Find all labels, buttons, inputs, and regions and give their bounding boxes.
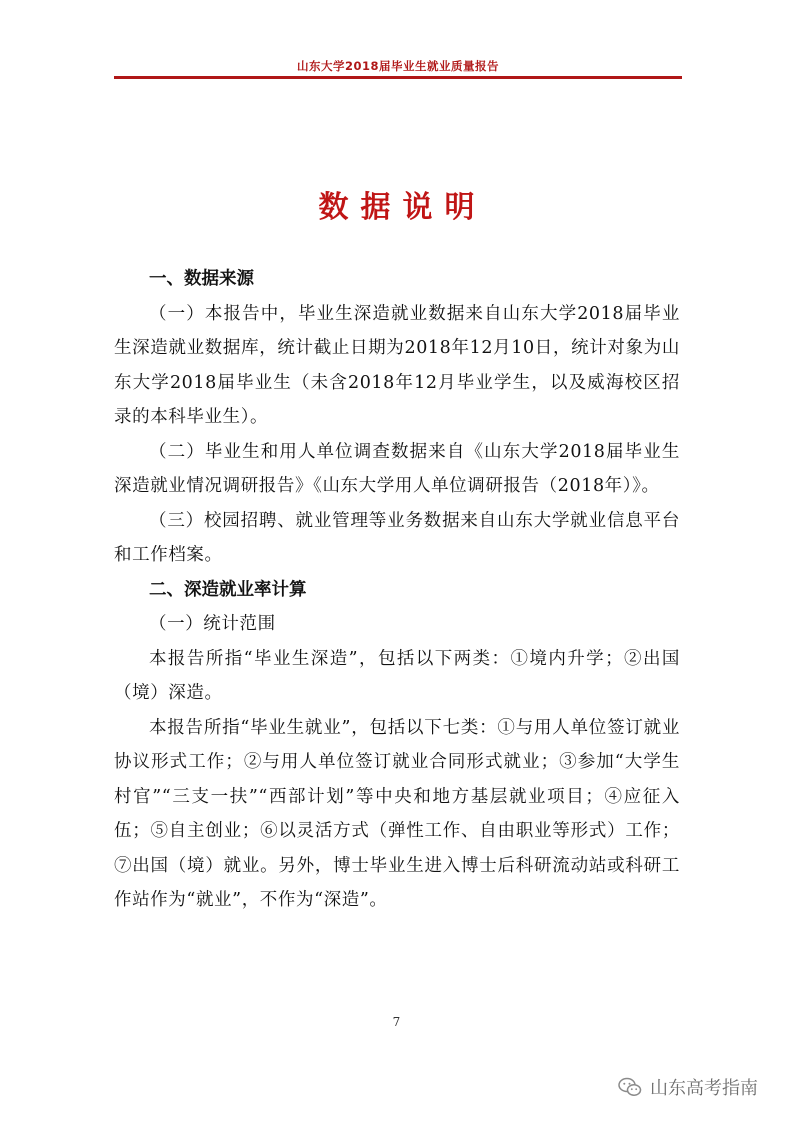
paragraph: （一）本报告中，毕业生深造就业数据来自山东大学2018届毕业生深造就业数据库，统计截止日期为2018年12月10日，统计对象为山东大学2018届毕业生（未含2018年12月毕业学生，以及威海校区招录的本科毕业生）。 [114,303,680,427]
header-rule [114,76,682,79]
paragraph: 本报告所指“毕业生就业”，包括以下七类：①与用人单位签订就业协议形式工作；②与用人单位签订就业合同形式就业；③参加“大学生村官”“三支一扶”“西部计划”等中央和地方基层就业项目；④应征入伍；⑤自主创业；⑥以灵活方式（弹性工作、自由职业等形式）工作；⑦出国（境）就业。另外，博士毕业生进入博士后科研流动站或科研工作站作为“就业”，不作为“深造”。 [114,717,680,910]
paragraph: （三）校园招聘、就业管理等业务数据来自山东大学就业信息平台和工作档案。 [114,510,680,565]
watermark-text: 山东高考指南 [650,1078,758,1099]
paragraph: （二）毕业生和用人单位调查数据来自《山东大学2018届毕业生深造就业情况调研报告》《山东大学用人单位调研报告（2018年）》。 [114,441,680,496]
watermark [618,1072,758,1102]
page-title: 数据说明 [318,190,487,225]
section-heading-rate-calculation: 二、深造就业率计算 [149,579,307,600]
document-body [114,262,680,918]
page-number: 7 [392,1015,401,1029]
wechat-icon [618,1077,642,1097]
section-heading-data-source: 一、数据来源 [149,269,254,289]
running-header: 山东大学2018届毕业生就业质量报告 [296,59,499,73]
paragraph: （一）统计范围 [149,614,276,634]
paragraph: 本报告所指“毕业生深造”，包括以下两类：①境内升学；②出国（境）深造。 [114,648,680,703]
